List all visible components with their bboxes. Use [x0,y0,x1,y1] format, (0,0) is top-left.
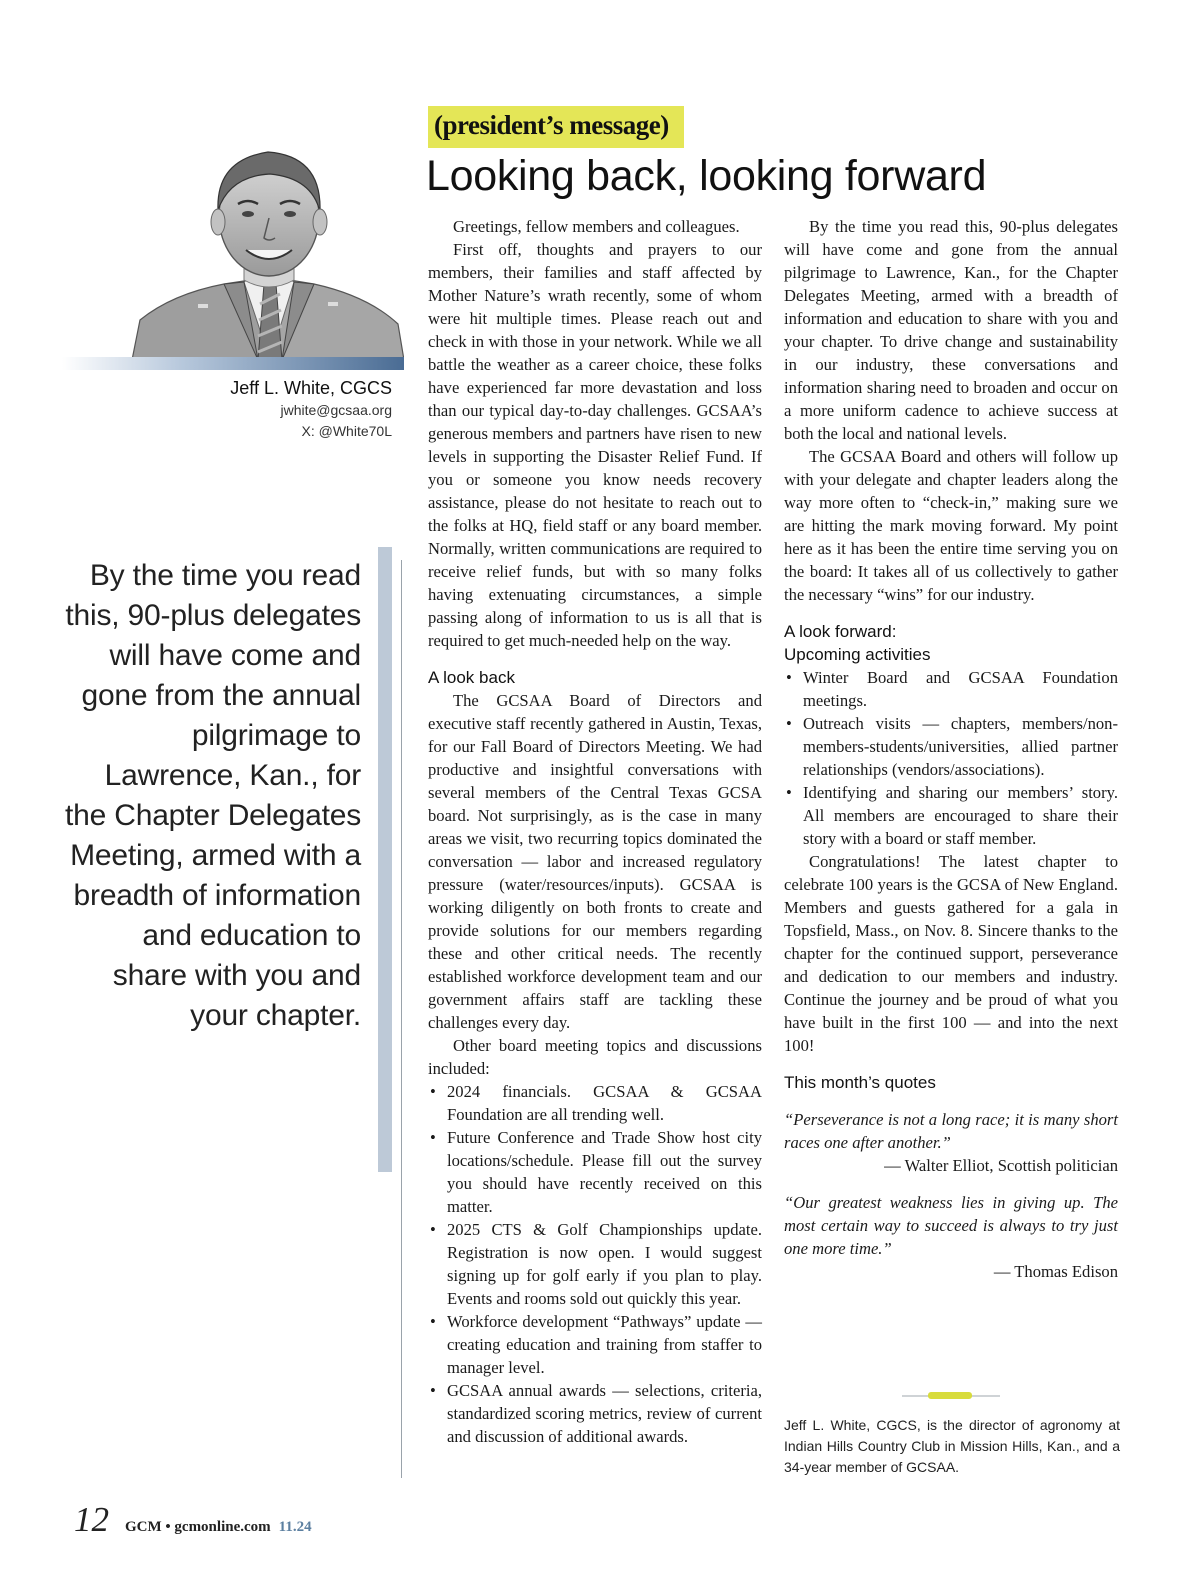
author-name: Jeff L. White, CGCS [230,378,392,398]
pull-quote-bar [378,547,392,1172]
bio-divider-accent [928,1392,972,1399]
author-info [230,376,392,442]
author-bio: Jeff L. White, CGCS, is the director of agronomy at Indian Hills Country Club in Mission Hills, Kan., and a 34-year member of GCSAA. [784,1417,1120,1475]
subhead-look-back: A look back [428,668,515,687]
subhead-look-forward [784,620,1118,666]
author-social-handle[interactable]: X: @White70L [301,423,392,439]
article-column-2 [784,215,1118,1283]
list-item: • 2024 financials. GCSAA & GCSAA Foundation are all trending well. [428,1080,762,1126]
board-topics-list [428,1080,762,1448]
body-paragraph: By the time you read this, 90-plus delegates will have come and gone from the annual pilgrimage to Lawrence, Kan., for the Chapter Delegates Meeting, armed with a breadth of information and education to share with you and your chapter. To drive change and sustainability in our industry, these conversations and information sharing need to broaden and occur on a more uniform cadence to achieve success at both the local and national levels. [784,217,1118,443]
article-headline: Looking back, looking forward [426,152,987,200]
body-paragraph: Congratulations! The latest chapter to celebrate 100 years is the GCSA of New England. Members and guests gathered for a gala in Topsfield, Mass., on Nov. 8. Sincere thanks to the chapter for the continued support, perseverance and dedication to our members and industry. Continue the journey and be proud of what you have built in the first 100 — and into the next 100! [784,852,1118,1055]
author-portrait [132,134,404,360]
list-item: • GCSAA annual awards — selections, criteria, standardized scoring metrics, review of current and discussion of additional awards. [428,1379,762,1448]
quote-1: “Perseverance is not a long race; it is many short races one after another.” [784,1110,1118,1152]
subhead-line: A look forward: [784,622,897,641]
subhead-quotes: This month’s quotes [784,1073,936,1092]
article-column-1 [428,215,762,1448]
list-item: • Future Conference and Trade Show host city locations/schedule. Please fill out the survey you should have recently received on this matter. [428,1126,762,1218]
list-item: • Workforce development “Pathways” update — creating education and training from staffer to manager level. [428,1310,762,1379]
author-email[interactable]: jwhite@gcsaa.org [280,402,392,418]
pull-quote: By the time you read this, 90-plus delegates will have come and gone from the annual pilgrimage to Lawrence, Kan., for the Chapter Delegates Meeting, armed with a breadth of information and education to share with you and your chapter. [65,559,361,1032]
publication-name[interactable]: GCM • gcmonline.com [125,1519,271,1535]
body-paragraph: The GCSAA Board of Directors and executive staff recently gathered in Austin, Texas, for our Fall Board of Directors Meeting. We had productive and insightful conversations with several members of the Central Texas GCSA board. Not surprisingly, as is the case in many areas we visit, two recurring topics dominated the conversation — labor and increased regulatory pressure (water/resources/inputs). GCSAA is working diligently on both fronts to create and provide solutions for our members regarding these and other critical needs. The recently established workforce development team and our government affairs staff are tackling these challenges every day. [428,691,762,1032]
list-item: • Identifying and sharing our members’ story. All members are encouraged to share their story with a board or staff member. [784,781,1118,850]
body-paragraph: Other board meeting topics and discussions included: [428,1036,762,1078]
body-paragraph: Greetings, fellow members and colleagues. [453,217,740,236]
upcoming-activities-list [784,666,1118,850]
list-item: • Outreach visits — chapters, members/non-members-students/universities, allied partner relationships (vendors/associations). [784,712,1118,781]
subhead-line: Upcoming activities [784,645,931,664]
page-number: 12 [74,1500,109,1539]
list-item: • Winter Board and GCSAA Foundation meetings. [784,666,1118,712]
list-item: • 2025 CTS & Golf Championships update. Registration is now open. I would suggest signing up for golf early if you plan to play. Events and rooms sold out quickly this year. [428,1218,762,1310]
quote-1-attribution: — Walter Elliot, Scottish politician [884,1156,1118,1175]
quote-2-attribution: — Thomas Edison [993,1262,1118,1281]
quote-2: “Our greatest weakness lies in giving up. The most certain way to succeed is always to try just one more time.” [784,1193,1118,1258]
section-kicker: (president’s message) [428,106,684,148]
page-folio [74,1500,312,1540]
column-divider [401,560,402,1478]
body-paragraph: First off, thoughts and prayers to our members, their families and staff affected by Mother Nature’s wrath recently, some of whom were hit multiple times. Please reach out and check in with those in your network. While we all battle the weather as a career choice, these folks have experienced far more devastation and loss than our typical day-to-day challenges. GCSAA’s generous members and partners have risen to new levels in supporting the Disaster Relief Fund. If you or someone you know needs recovery assistance, please do not hesitate to reach out to the folks at HQ, field staff or any board member. Normally, written communications are required to receive relief funds, but with so many folks having extenuating circumstances, a simple passing along of information to us is all that is required to get much-needed help on the way. [428,240,762,650]
issue-date: 11.24 [278,1519,312,1535]
body-paragraph: The GCSAA Board and others will follow up with your delegate and chapter leaders along the way more often to “check-in,” making sure we are hitting the mark moving forward. My point here as it has been the entire time serving you on the board: It takes all of us collectively to gather the necessary “wins” for our industry. [784,447,1118,604]
author-rule [62,357,404,370]
